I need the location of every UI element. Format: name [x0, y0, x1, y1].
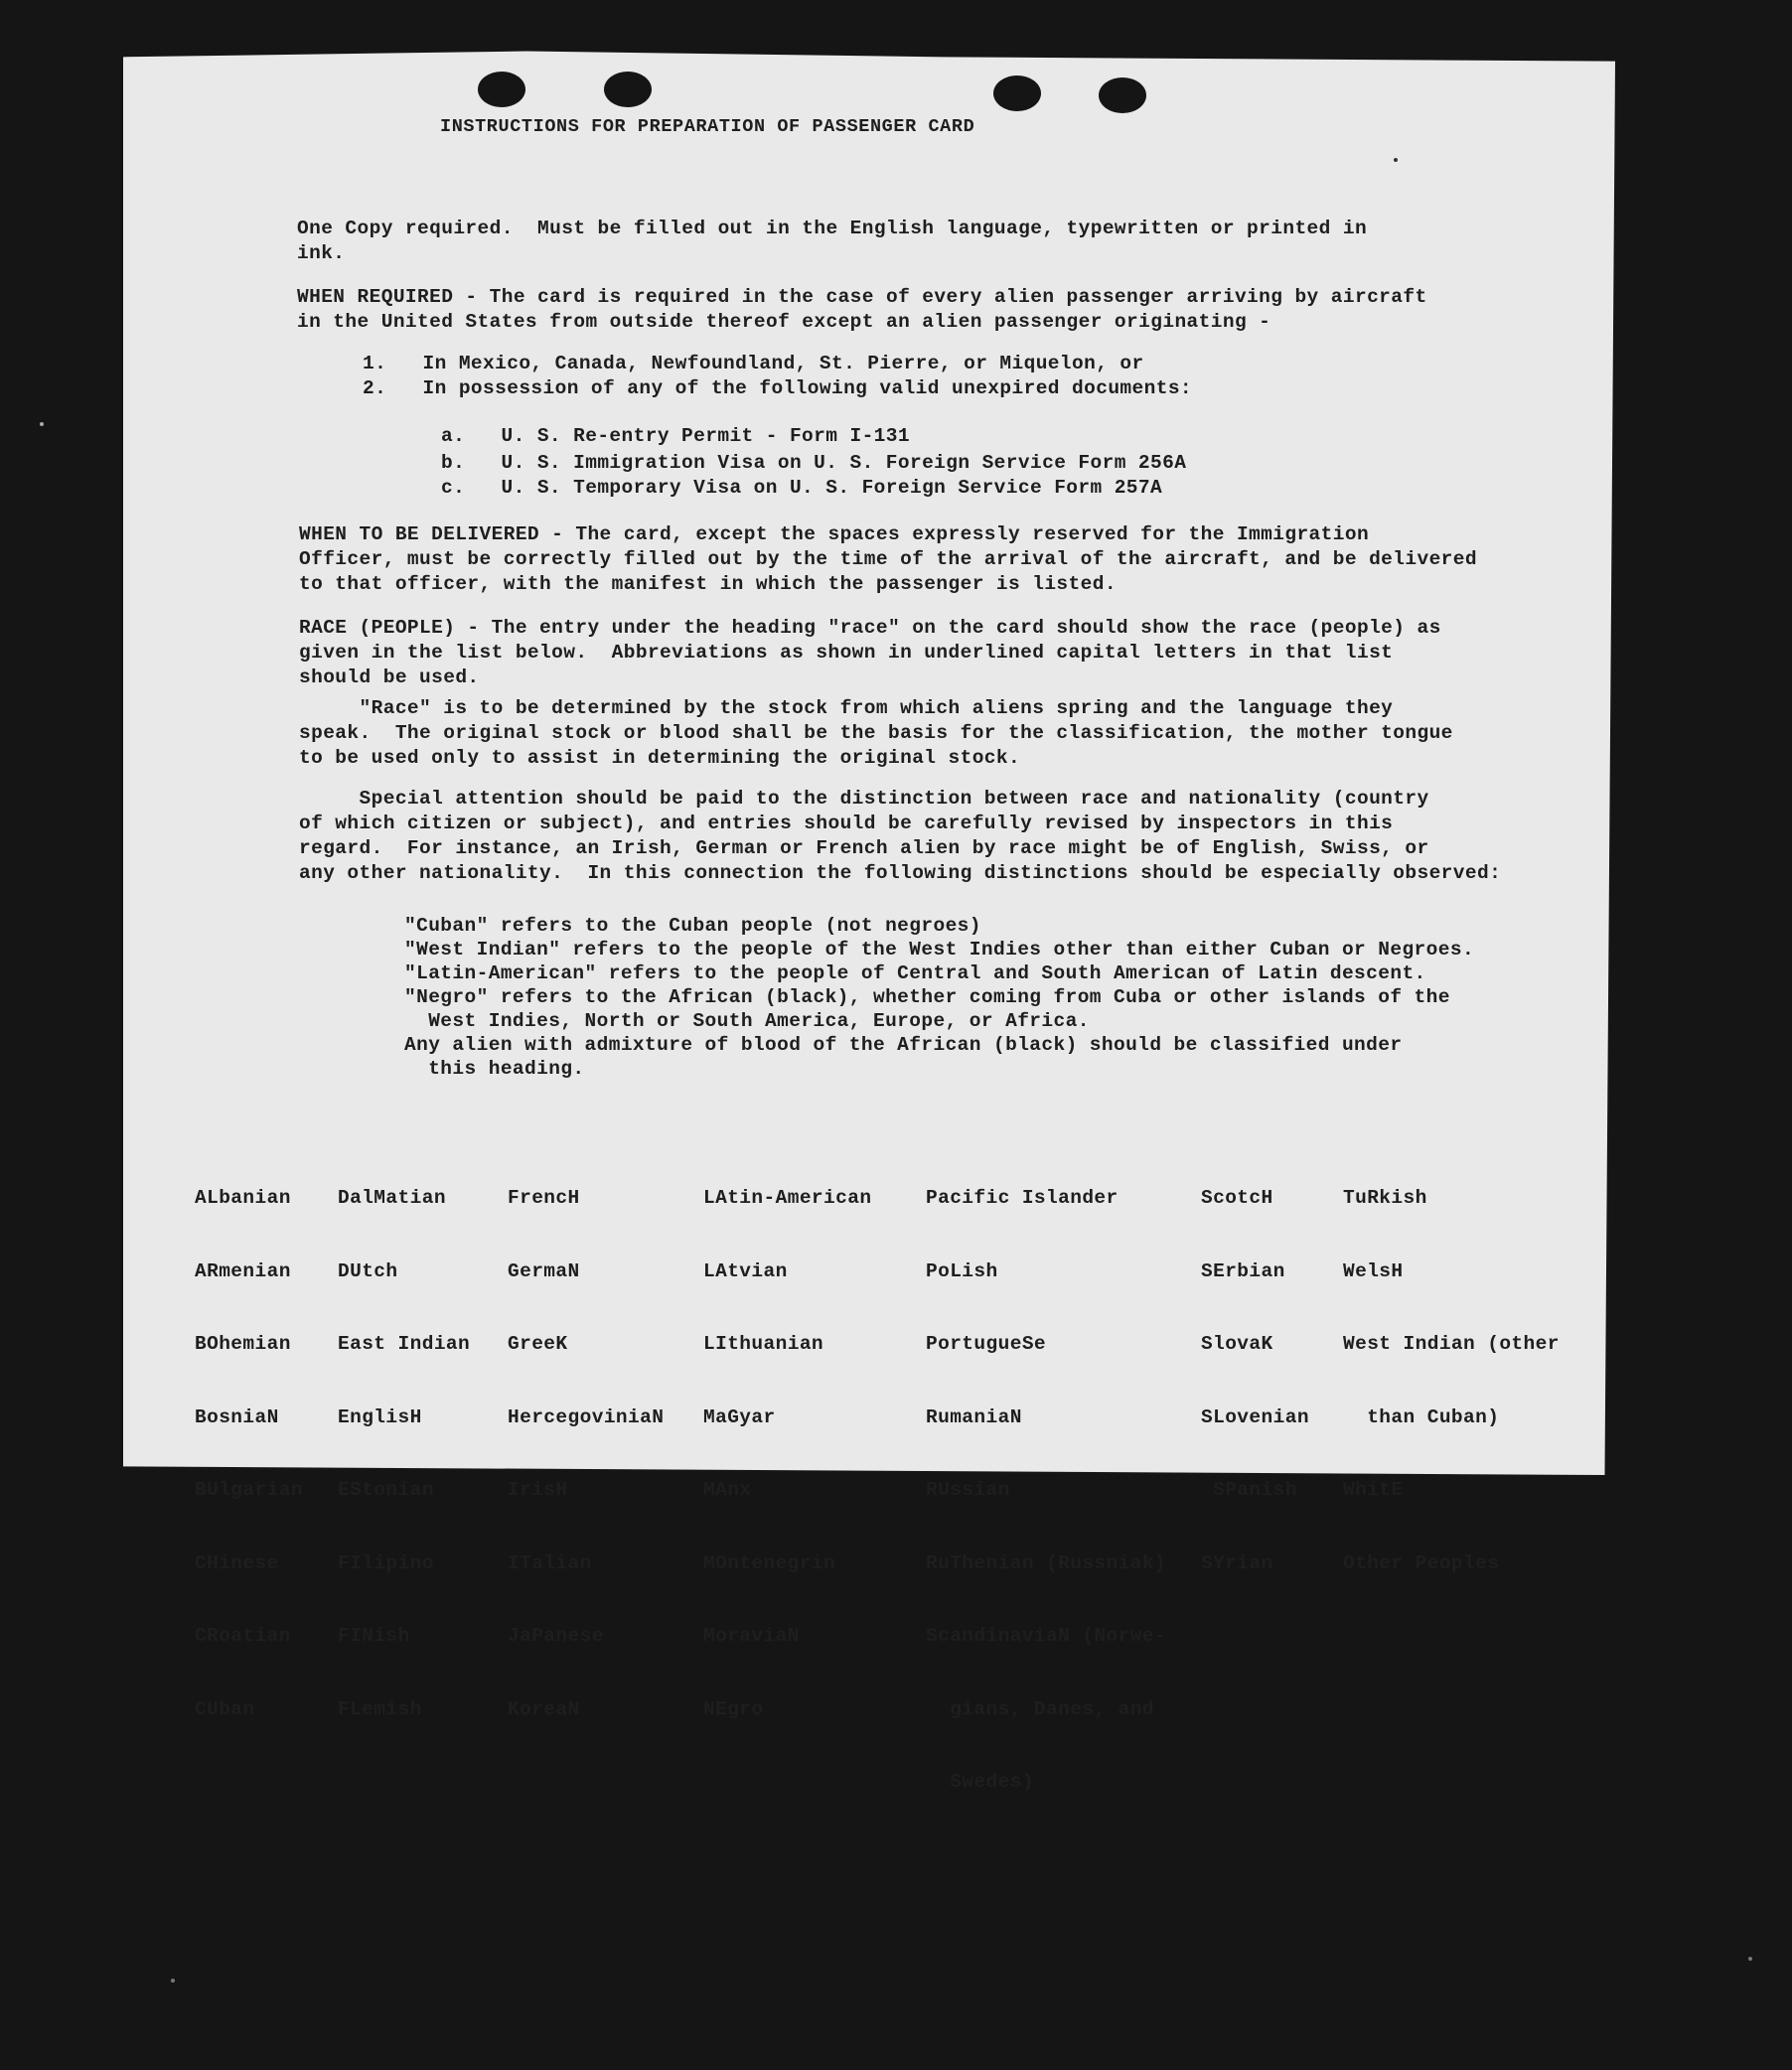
race-list-item: ARmenian [195, 1259, 291, 1282]
binder-hole [604, 72, 652, 107]
race-list-item: Pacific Islander [926, 1187, 1119, 1209]
race-list-column-6 [1201, 1137, 1309, 1600]
race-list-item: BUlgarian [195, 1479, 303, 1501]
race-list-item: SLovenian [1201, 1405, 1309, 1428]
when-required-paragraph: WHEN REQUIRED - The card is required in the case of every alien passenger arriving by aircraft in the United States from outside thereof except an alien passenger originating - [297, 286, 1427, 333]
race-list-item: CHinese [195, 1552, 279, 1574]
race-list-item: BosniaN [195, 1405, 279, 1428]
intro-paragraph: One Copy required. Must be filled out in the English language, typewritten or printed in ink. [297, 218, 1368, 264]
dust-speck [171, 1979, 175, 1983]
race-list-item: KoreaN [508, 1698, 580, 1720]
binder-hole [1099, 77, 1146, 113]
exception-item-1: 1. In Mexico, Canada, Newfoundland, St. Pierre, or Miquelon, or [363, 353, 1144, 374]
race-list-column-4 [703, 1137, 871, 1746]
binder-hole [993, 75, 1041, 111]
document-item-c: c. U. S. Temporary Visa on U. S. Foreign Service Form 257A [441, 477, 1163, 499]
dust-speck [40, 422, 44, 426]
race-list-column-1 [195, 1137, 303, 1746]
race-list-item: CUban [195, 1698, 255, 1720]
race-list-item: NEgro [703, 1698, 764, 1720]
race-list-item: RUssian [926, 1479, 1010, 1501]
race-list-column-2 [338, 1137, 470, 1746]
race-list-item: BOhemian [195, 1333, 291, 1355]
race-list-item: FINish [338, 1625, 410, 1647]
race-list-item: PortugueSe [926, 1333, 1047, 1355]
race-list-item: GermaN [508, 1259, 580, 1282]
race-list-item: MAnx [703, 1479, 752, 1501]
race-list-item: RuThenian (Russniak) [926, 1552, 1167, 1574]
dust-speck [1394, 158, 1398, 162]
document-item-b: b. U. S. Immigration Visa on U. S. Foreign Service Form 256A [441, 452, 1187, 474]
binder-hole [478, 72, 525, 107]
race-list-item: EnglisH [338, 1405, 422, 1428]
race-list-item: ScandinaviaN (Norwe- [926, 1625, 1167, 1647]
race-list-item: FrencH [508, 1187, 580, 1209]
race-list-item: TuRkish [1343, 1187, 1427, 1209]
race-list-item: SYrian [1201, 1552, 1273, 1574]
race-list-column-3 [508, 1137, 664, 1746]
race-paragraph-2: "Race" is to be determined by the stock from which aliens spring and the language they speak. The original stock or blood shall be the basis for the classification, the mother tongue to be used only to assist in determining the original stock. [299, 697, 1453, 769]
exception-item-2: 2. In possession of any of the following valid unexpired documents: [363, 377, 1193, 399]
race-list-item: HercegoviniaN [508, 1405, 665, 1428]
race-list-item: ScotcH [1201, 1187, 1273, 1209]
race-list-item: SlovaK [1201, 1333, 1273, 1355]
race-list-item: JaPanese [508, 1625, 604, 1647]
race-list-item: RumaniaN [926, 1405, 1022, 1428]
race-paragraph-1: RACE (PEOPLE) - The entry under the heading "race" on the card should show the race (people) as given in the list below. Abbreviations as shown in underlined capital letters in that list should be used. [299, 617, 1441, 688]
race-list-item: than Cuban) [1343, 1405, 1500, 1428]
race-list-item: West Indian (other [1343, 1333, 1560, 1355]
race-list-item: Other Peoples [1343, 1552, 1500, 1574]
race-list-item: DalMatian [338, 1187, 446, 1209]
race-list-column-7 [1343, 1137, 1560, 1600]
race-list-item: East Indian [338, 1333, 471, 1355]
race-list-item: MoraviaN [703, 1625, 800, 1647]
race-list-item: GreeK [508, 1333, 568, 1355]
race-list-item: ALbanian [195, 1187, 291, 1209]
race-list-item: PoLish [926, 1259, 998, 1282]
race-list-item: ITalian [508, 1552, 592, 1574]
race-list-item: FLemish [338, 1698, 422, 1720]
race-list-item: DUtch [338, 1259, 398, 1282]
race-list-item: FIlipino [338, 1552, 434, 1574]
document-title: INSTRUCTIONS FOR PREPARATION OF PASSENGER CARD [440, 116, 975, 137]
race-list-item: WelsH [1343, 1259, 1404, 1282]
race-list-item: LAtin-American [703, 1187, 872, 1209]
race-list-item: WhitE [1343, 1479, 1404, 1501]
race-list-item: SPanish [1201, 1479, 1297, 1501]
race-list-item: IrisH [508, 1479, 568, 1501]
race-list-item: MaGyar [703, 1405, 776, 1428]
document-item-a: a. U. S. Re-entry Permit - Form I-131 [441, 425, 910, 447]
race-list-item: gians, Danes, and [926, 1698, 1154, 1720]
race-list-item: MOntenegrin [703, 1552, 836, 1574]
when-delivered-paragraph: WHEN TO BE DELIVERED - The card, except the spaces expressly reserved for the Immigration Officer, must be correctly filled out by the time of the arrival of the aircraft, and be delivered to that officer, with the manifest in which the passenger is listed. [299, 523, 1477, 595]
race-list-item: EStonian [338, 1479, 434, 1501]
race-list-item: LAtvian [703, 1259, 788, 1282]
race-paragraph-3: Special attention should be paid to the distinction between race and nationality (country of which citizen or subject), and entries should be carefully revised by inspectors in this regard. For instance, an Irish, German or French alien by race might be of English, Swiss, or any other nationality. In this connection the following distinctions should be especially observed: [299, 788, 1502, 884]
race-list-column-5 [926, 1137, 1166, 1819]
dust-speck [1748, 1957, 1752, 1961]
race-list-item: SErbian [1201, 1259, 1285, 1282]
race-list-item: LIthuanian [703, 1333, 824, 1355]
race-distinctions: "Cuban" refers to the Cuban people (not negroes) "West Indian" refers to the people of the West Indies other than either Cuban or Negroes. "Latin-American" refers to the people of Central and South American of Latin descent. "Negro" refers to the African (black), whether coming from Cuba or other islands of the West Indies, North or South America, Europe, or Africa. Any alien with admixture of blood of the African (black) should be classified under this heading. [404, 915, 1475, 1080]
race-list-item: Swedes) [926, 1771, 1034, 1793]
race-list-item: CRoatian [195, 1625, 291, 1647]
